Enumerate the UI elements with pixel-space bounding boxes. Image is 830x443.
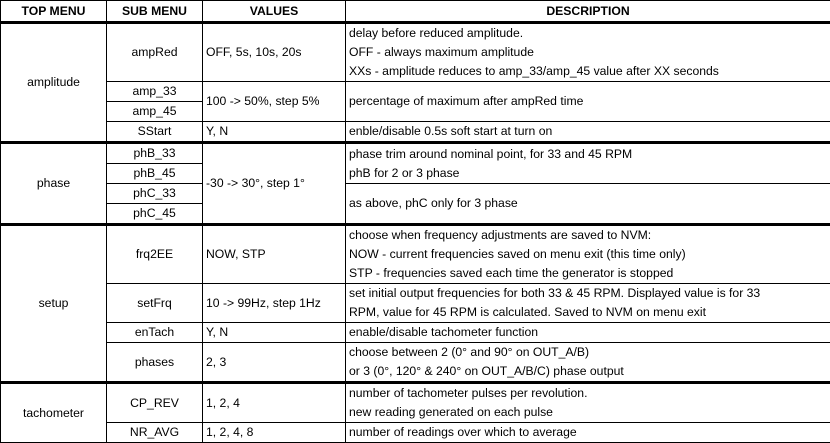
desc-amp: percentage of maximum after ampRed time [346,82,830,122]
values-setfrq: 10 -> 99Hz, step 1Hz [203,284,346,323]
sub-menu-amp33: amp_33 [107,82,203,102]
header-values: VALUES [203,1,346,23]
values-sstart: Y, N [203,122,346,143]
sub-menu-ampred: ampRed [107,23,203,82]
desc-phases [346,343,830,383]
table-row [1,323,830,343]
desc-nravg: number of readings over which to average [346,423,830,443]
desc-line: XXs - amplitude reduces to amp_33/amp_45 value after XX seconds [349,62,827,81]
sub-menu-phb33: phB_33 [107,143,203,164]
desc-frq2ee [346,225,830,284]
desc-line: phase trim around nominal point, for 33 and 45 RPM [349,145,827,164]
table-row [1,423,830,443]
table-row [1,225,830,284]
desc-line: RPM, value for 45 RPM is calculated. Saved to NVM on menu exit [349,303,827,322]
table-row [1,343,830,383]
sub-menu-nravg: NR_AVG [107,423,203,443]
sub-menu-sstart: SStart [107,122,203,143]
values-nravg: 1, 2, 4, 8 [203,423,346,443]
header-row [1,1,830,23]
top-menu-amplitude: amplitude [1,23,107,143]
values-phases: 2, 3 [203,343,346,383]
desc-line: STP - frequencies saved each time the generator is stopped [349,264,827,283]
desc-phc: as above, phC only for 3 phase [346,184,830,225]
desc-setfrq [346,284,830,323]
desc-line: new reading generated on each pulse [349,403,827,422]
values-frq2ee: NOW, STP [203,225,346,284]
desc-line: number of tachometer pulses per revolution. [349,384,827,403]
desc-line: choose between 2 (0° and 90° on OUT_A/B) [349,343,827,362]
sub-menu-phc33: phC_33 [107,184,203,204]
sub-menu-amp45: amp_45 [107,102,203,122]
sub-menu-entach: enTach [107,323,203,343]
sub-menu-phc45: phC_45 [107,204,203,225]
table-row [1,82,830,102]
desc-line: OFF - always maximum amplitude [349,43,827,62]
values-entach: Y, N [203,323,346,343]
table-row [1,383,830,423]
desc-line: delay before reduced amplitude. [349,24,827,43]
desc-cprev [346,383,830,423]
values-ampred: OFF, 5s, 10s, 20s [203,23,346,82]
header-description: DESCRIPTION [346,1,830,23]
table-row [1,143,830,164]
values-phase: -30 -> 30°, step 1° [203,143,346,225]
desc-line: or 3 (0°, 120° & 240° on OUT_A/B/C) phase output [349,362,827,381]
header-sub-menu: SUB MENU [107,1,203,23]
sub-menu-cprev: CP_REV [107,383,203,423]
sub-menu-phases: phases [107,343,203,383]
sub-menu-phb45: phB_45 [107,164,203,184]
desc-ampred [346,23,830,82]
table-row [1,184,830,204]
desc-line: choose when frequency adjustments are saved to NVM: [349,226,827,245]
header-top-menu: TOP MENU [1,1,107,23]
top-menu-phase: phase [1,143,107,225]
sub-menu-frq2ee: frq2EE [107,225,203,284]
top-menu-tachometer: tachometer [1,383,107,443]
table-row [1,122,830,143]
values-amp: 100 -> 50%, step 5% [203,82,346,122]
values-cprev: 1, 2, 4 [203,383,346,423]
desc-phb [346,143,830,184]
desc-sstart: enble/disable 0.5s soft start at turn on [346,122,830,143]
table-row [1,23,830,82]
desc-line: NOW - current frequencies saved on menu exit (this time only) [349,245,827,264]
desc-entach: enable/disable tachometer function [346,323,830,343]
top-menu-setup: setup [1,225,107,383]
table-row [1,284,830,323]
sub-menu-setfrq: setFrq [107,284,203,323]
desc-line: set initial output frequencies for both 33 & 45 RPM. Displayed value is for 33 [349,284,827,303]
desc-line: phB for 2 or 3 phase [349,164,827,183]
